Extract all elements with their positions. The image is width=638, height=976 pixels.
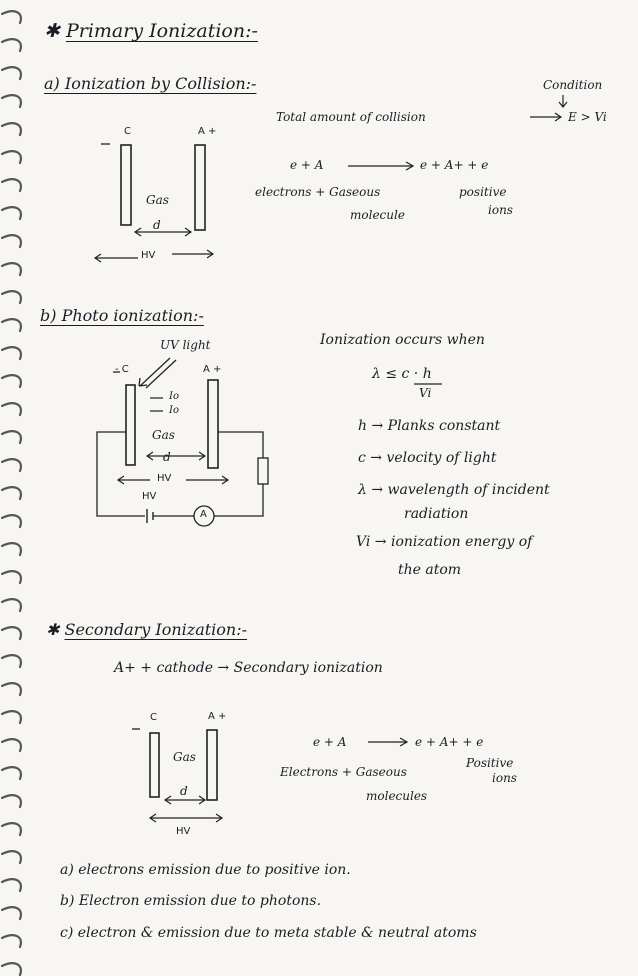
secondary-hv-label: HV — [176, 826, 191, 837]
ammeter-label: A — [200, 509, 207, 520]
condition-label: Condition — [543, 78, 603, 92]
photo-formula-denominator: Vi — [419, 386, 432, 400]
collision-equation-rhs: e + A+ + e — [420, 158, 489, 172]
photo-d-label: d — [163, 450, 171, 464]
definition-line: h → Planks constant — [358, 418, 501, 434]
photo-gas-label: Gas — [152, 428, 175, 442]
secondary-reaction: A+ + cathode → Secondary ionization — [114, 660, 383, 676]
secondary-lhs-note-1: Electrons + Gaseous — [280, 765, 407, 779]
collision-lhs-note-2: molecule — [350, 208, 405, 222]
secondary-equation-lhs: e + A — [313, 735, 347, 749]
definition-line: radiation — [404, 506, 469, 522]
collision-title: a) Ionization by Collision:- — [44, 74, 257, 93]
definition-line: Vi → ionization energy of — [356, 534, 533, 550]
collision-lhs-note-1: electrons + Gaseous — [255, 185, 381, 199]
primary-heading: ✱ Primary Ionization:- — [44, 20, 258, 42]
photo-hv-label: HV — [157, 473, 172, 484]
secondary-cathode-label: C — [150, 712, 157, 723]
photo-hv-source-label: HV — [142, 491, 157, 502]
collision-gas-label: Gas — [146, 193, 169, 207]
total-collision-text: Total amount of collision — [276, 110, 426, 124]
secondary-point: a) electrons emission due to positive ion. — [60, 862, 351, 878]
secondary-equation-rhs: e + A+ + e — [415, 735, 484, 749]
uv-light-label: UV light — [160, 338, 211, 352]
condition-value: E > Vi — [568, 110, 607, 124]
asterisk-icon: ✱ — [44, 20, 66, 42]
secondary-d-label: d — [180, 784, 188, 798]
definition-line: λ → wavelength of incident — [358, 482, 550, 498]
photo-formula-top: λ ≤ c · h — [372, 366, 432, 382]
collision-cathode-label: C — [124, 126, 131, 137]
collision-equation-lhs: e + A — [290, 158, 324, 172]
secondary-heading: ✱ Secondary Ionization:- — [46, 620, 248, 639]
collision-hv-label: HV — [141, 250, 156, 261]
photo-io-label-1: Io — [169, 391, 179, 402]
photo-io-label-2: Io — [169, 405, 179, 416]
secondary-lhs-note-2: molecules — [366, 789, 428, 803]
collision-d-label: d — [153, 218, 161, 232]
secondary-anode-label: A + — [208, 711, 227, 722]
secondary-rhs-note-1: Positive — [466, 756, 514, 770]
photo-title: b) Photo ionization:- — [40, 306, 204, 325]
secondary-rhs-note-2: ions — [492, 771, 517, 785]
secondary-gas-label: Gas — [173, 750, 196, 764]
photo-cathode-label: - C — [115, 364, 129, 375]
definition-line: the atom — [398, 562, 462, 578]
definition-line: c → velocity of light — [358, 450, 497, 466]
secondary-point: b) Electron emission due to photons. — [60, 893, 322, 909]
collision-anode-label: A + — [198, 126, 217, 137]
collision-rhs-note-2: ions — [488, 203, 513, 217]
asterisk-icon: ✱ — [46, 620, 65, 639]
photo-anode-label: A + — [203, 364, 222, 375]
secondary-point: c) electron & emission due to meta stable & neutral atoms — [60, 925, 477, 941]
photo-occurs-text: Ionization occurs when — [320, 332, 485, 348]
collision-rhs-note-1: positive — [459, 185, 507, 199]
